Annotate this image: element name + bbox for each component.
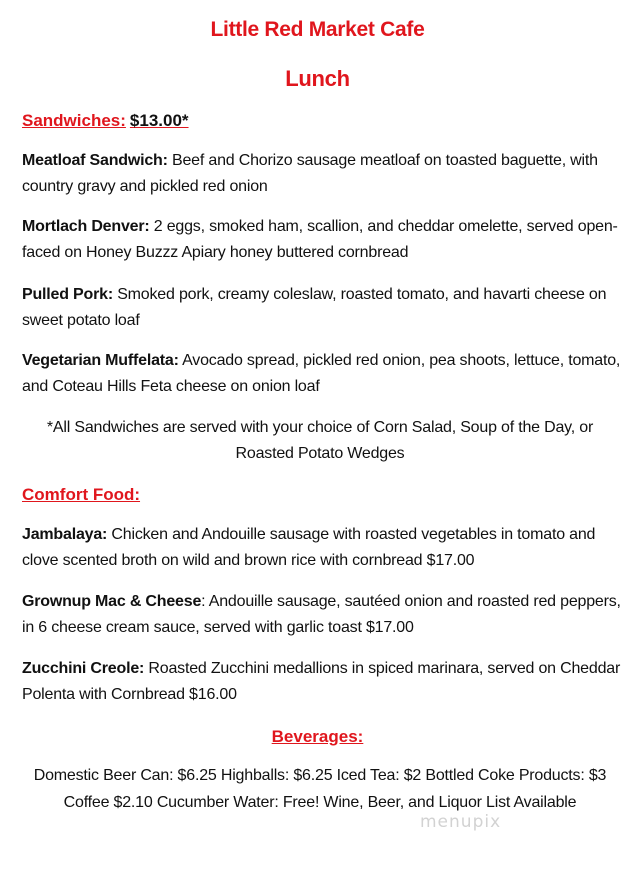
- sandwiches-heading-label: Sandwiches:: [22, 111, 126, 130]
- item-name: Zucchini Creole:: [22, 660, 145, 677]
- item-description: Avocado spread, pickled red onion, pea shoots, lettuce, tomato, and Coteau Hills Feta cheese on onion loaf: [22, 352, 621, 395]
- menu-item-mortlach-denver: [22, 214, 622, 266]
- menu-item-zucchini-creole: [22, 656, 622, 708]
- menu-item-meatloaf: [22, 148, 622, 200]
- item-name: Vegetarian Muffelata:: [22, 352, 179, 369]
- item-description: 2 eggs, smoked ham, scallion, and cheddar omelette, served open-faced on Honey Buzzz Apiary honey buttered cornbread: [22, 218, 618, 261]
- menu-item-pulled-pork: [22, 282, 622, 334]
- item-name: Meatloaf Sandwich:: [22, 152, 168, 169]
- sandwiches-price: $13.00*: [129, 111, 189, 130]
- sandwiches-heading: [22, 111, 189, 131]
- item-description: Roasted Zucchini medallions in spiced marinara, served on Cheddar Polenta with Cornbread $16.00: [22, 660, 621, 703]
- menu-item-mac-cheese: [22, 589, 622, 641]
- page-title: Little Red Market Cafe: [210, 18, 425, 41]
- comfort-food-heading: Comfort Food:: [22, 485, 141, 504]
- item-description: Beef and Chorizo sausage meatloaf on toasted baguette, with country gravy and pickled red onion: [22, 152, 598, 195]
- menupix-watermark: menupix: [420, 812, 502, 832]
- menu-item-vegetarian-muffelata: [22, 348, 622, 400]
- sandwich-note: *All Sandwiches are served with your choice of Corn Salad, Soup of the Day, or Roasted Potato Wedges: [46, 419, 594, 462]
- item-name: Jambalaya:: [22, 526, 108, 543]
- menu-subtitle: Lunch: [285, 66, 350, 91]
- item-description: Smoked pork, creamy coleslaw, roasted tomato, and havarti cheese on sweet potato loaf: [22, 286, 607, 329]
- item-name: Grownup Mac & Cheese: [22, 593, 202, 610]
- item-name: Mortlach Denver:: [22, 218, 150, 235]
- item-name: Pulled Pork:: [22, 286, 113, 303]
- beverages-heading: Beverages:: [271, 727, 364, 746]
- item-description: : Andouille sausage, sautéed onion and roasted red peppers, in 6 cheese cream sauce, served with garlic toast $17.00: [22, 593, 621, 636]
- beverages-list: Domestic Beer Can: $6.25 Highballs: $6.25 Iced Tea: $2 Bottled Coke Products: $3 Coffee $2.10 Cucumber Water: Free! Wine, Beer, and Liquor List Available: [33, 767, 607, 811]
- menu-item-jambalaya: [22, 522, 622, 574]
- item-description: Chicken and Andouille sausage with roasted vegetables in tomato and clove scented broth on wild and brown rice with cornbread $17.00: [22, 526, 596, 569]
